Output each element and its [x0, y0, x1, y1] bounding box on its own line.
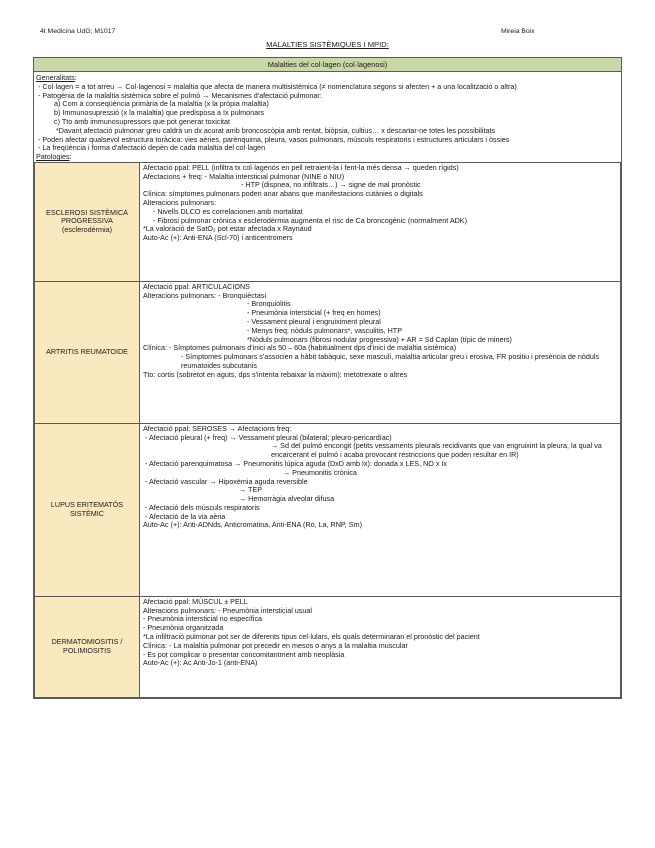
gen-line: *Davant afectació pulmonar greu caldrà un dx acurat amb broncoscòpia amb rentat, biòpsia, cultius… x descartar-ne totes les possibilitats [56, 125, 496, 135]
section-band-title: Malalties del col·lagen (col·lagenosi) [34, 58, 621, 72]
header-course: 4t Medicina UdG; M1017 [40, 28, 116, 35]
detail-line: - Es pot complicar o presentar concomitantment amb neoplàsia [143, 649, 345, 659]
detail-line: Clínica: - La malaltia pulmonar pot precedir en mesos o anys a la malaltia muscular [143, 640, 408, 650]
detail-line: - Afectació pleural (+ freq) → Vessament pleural (bilateral; pleuro-pericardíac) [145, 432, 392, 442]
generalitats-section: Generalitats: - Col·lagen = a tot arreu → Col·lagenosi = malaltia que afecta de manera multisistèmica (≠ nomenclatura segons si afecten + a una localització o altra) - Patogènia de la malaltia sistèmica sobre el pulmó → Mecanismes d'afectació pulmonar: a) Com a conseqüència primària de la malaltia (x la pròpia malaltia) b) Immunosupressió (x la malaltia) que predisposa a Ix pulmonars c) Tto amb immunosupressors que pot generar toxicitat *Davant afectació pulmonar greu caldrà un dx acurat amb broncoscòpia amb rentat, biòpsia, cultius… x descartar-ne totes les possibilitats - Poden afectar qualsevol estructura toràcica: vies aèries, parènquima, pleura, vasos pulmonars, músculs respiratoris i estructures articulars i òssies - La freqüència i forma d'afectació depèn de cada malaltia del col·lagen Patologies: [34, 72, 621, 162]
gen-line: b) Immunosupressió (x la malaltia) que predisposa a Ix pulmonars [54, 108, 265, 118]
table-row [35, 423, 621, 596]
detail-line: Auto-Ac (+): Anti-ENA (Scl-70) i anticentromers [143, 233, 293, 243]
disease-name: LUPUS ERITEMATÓS SISTÈMIC [35, 423, 140, 596]
page-title: MALALTIES SISTÈMIQUES I MPID: [266, 40, 389, 49]
gen-line: a) Com a conseqüència primària de la malaltia (x la pròpia malaltia) [54, 99, 269, 109]
detail-line: - Símptomes pulmonars s'associen a hàbit tabàquic, sexe masculí, malaltia articular greu i erosiva, FR positiu i presència de nòduls reumatoides subcutanis [181, 352, 600, 370]
detail-line: Alteracions pulmonars: [143, 197, 217, 207]
detail-line: - Pneumònia intersticial (+ freq en homes) [247, 308, 381, 318]
detail-line: - Pneumònia intersticial no específica [143, 614, 263, 624]
table-row [35, 596, 621, 697]
disease-name: ESCLEROSI SISTÈMICA PROGRESSIVA (esclerodèrmia) [35, 162, 140, 281]
detail-line: - Afectació de la via aèria [145, 511, 226, 521]
detail-line: *La valoració de SatO₂ pot estar afectada x Raynaud [143, 224, 312, 234]
detail-line: - Bronquiolitis [247, 299, 291, 309]
detail-line: Clínica: - Símptomes pulmonars d'inici als 50 – 60a (habitualment dps d'inici de malaltia sistèmica) [143, 343, 457, 353]
detail-line: → TEP [239, 485, 263, 495]
detail-line: Afectacions + freq: - Malaltia intersticial pulmonar (NINE o NIU) [143, 171, 345, 181]
detail-line: Afectació ppal: MÚSCUL ± PELL [143, 596, 248, 606]
disease-details [140, 596, 621, 697]
disease-details [140, 423, 621, 596]
detail-line: → Pneumonitis crònica [283, 467, 357, 477]
table-row [35, 162, 621, 281]
detail-line: - Menys freq: nòduls pulmonars*, vasculitis, HTP [247, 325, 402, 335]
detail-line: Clínica: símptomes pulmonars poden anar abans que manifestacions cutànies o digitals [143, 189, 423, 199]
detail-line: → Sd del pulmó encongit (petits vessaments pleurals recidivants que van engruixint la pleura, la qual va encarcerant el pulmó i acaba provocant restriccions que poden resultar en IR) [271, 441, 602, 460]
detail-line: Afectació ppal: SEROSES → Afectacions freq: [143, 423, 292, 433]
content-frame [33, 57, 622, 699]
detail-line: Afectació ppal: PELL (infiltra tx col·lagenós en pell retraient-la i fent-la més densa → queden rígids) [143, 162, 459, 172]
patologies-heading: Patologies [36, 152, 70, 162]
gen-line: - Patogènia de la malaltia sistèmica sobre el pulmó → Mecanismes d'afectació pulmonar: [38, 90, 322, 100]
detail-line: - Fibrosi pulmonar crònica x esclerodèrmia augmenta el risc de Ca broncogènic (normalment ADK) [153, 215, 467, 225]
disease-details [140, 281, 621, 423]
table-row [35, 281, 621, 423]
detail-line: - Afectació parenquimatosa → Pneumonitis lúpica aguda (DxD amb Ix): donada x LES, NO x Ix [145, 458, 448, 468]
detail-line: - Vessament pleural i engruiximent pleural [247, 316, 381, 326]
disease-name: DERMATOMIOSITIS / POLIMIOSITIS [35, 596, 140, 697]
detail-line: - Afectació dels músculs respiratoris [145, 502, 260, 512]
detail-line: Auto-Ac (+): Ac Anti-Jo-1 (anti-ENA) [143, 658, 258, 668]
disease-name: ARTRITIS REUMATOIDE [35, 281, 140, 423]
detail-line: *La infiltració pulmonar pot ser de diferents tipus cel·lulars, els quals determinaran el pronòstic del pacient [143, 631, 480, 641]
detail-line: Auto-Ac (+): Anti-ADNds, Anticromatina, Anti-ENA (Ro, La, RNP, Sm) [143, 520, 362, 530]
detail-line: → Hemorràgia alveolar difusa [239, 494, 335, 504]
gen-line: - Poden afectar qualsevol estructura toràcica: vies aèries, parènquima, pleura, vasos pulmonars, músculs respiratoris i estructures articulars i òssies [38, 134, 510, 144]
detail-line: - Nivells DLCO es correlacionen amb mortalitat [153, 206, 303, 216]
gen-line: - La freqüència i forma d'afectació depèn de cada malaltia del col·lagen [38, 143, 266, 153]
detail-line: *Nòduls pulmonars (fibrosi nodular progressiva) + AR = Sd Caplan (típic de miners) [247, 334, 512, 344]
pathology-table [34, 162, 621, 698]
detail-line: - HTP (dispnea, no infiltrats…) → signe de mal pronòstic [241, 180, 421, 190]
detail-line: Afectació ppal: ARTICULACIONS [143, 281, 250, 291]
detail-line: - Afectació vascular → Hipoxèmia aguda reversible [145, 476, 308, 486]
disease-details [140, 162, 621, 281]
generalitats-heading: Generalitats [36, 73, 75, 83]
gen-line: c) Tto amb immunosupressors que pot generar toxicitat [54, 116, 231, 126]
detail-line: - Pneumònia organitzada [143, 623, 224, 633]
header-author: Mireia Boix [501, 28, 535, 35]
detail-line: Alteracions pulmonars: - Pneumònia intersticial usual [143, 605, 312, 615]
gen-line: - Col·lagen = a tot arreu → Col·lagenosi = malaltia que afecta de manera multisistèmica (≠ nomenclatura segons si afecten + a una localització o altra) [38, 81, 517, 91]
detail-line: Alteracions pulmonars: - Bronquièctasi [143, 290, 267, 300]
detail-line: Tto: cortis (sobretot en aguts, dps s'intenta rebaixar la màxim); metotrexate o altres [143, 369, 408, 379]
